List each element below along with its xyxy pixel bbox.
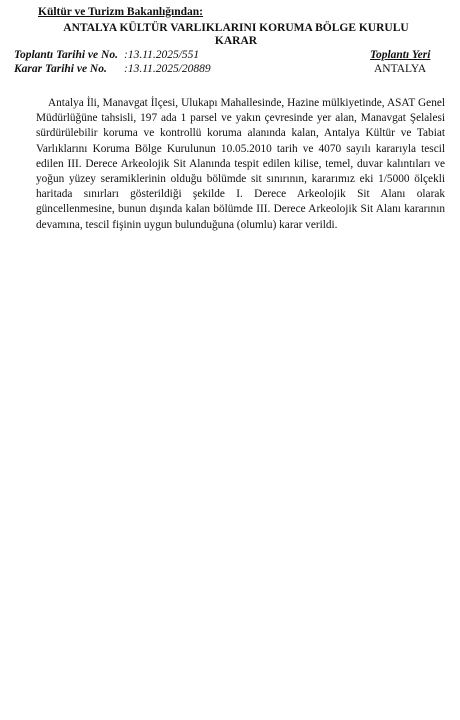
decision-date-label: Karar Tarihi ve No. [14,63,107,75]
decision-date-value: :13.11.2025/20889 [124,63,211,75]
document-type-title: KARAR [214,35,258,47]
decision-body-paragraph: Antalya İli, Manavgat İlçesi, Ulukapı Mahallesinde, Hazine mülkiyetinde, ASAT Genel Müdürlüğüne tahsisli, 197 ada 1 parsel ve yakın çevresinde yer alan, Manavgat Şelalesi sürdürülebilir koruma ve kontrollü koruma alanında kalan, Antalya Kültür ve Tabiat Varlıklarını Koruma Bölge Kurulunun 10.05.2010 tarih ve 4070 sayılı kararıyla tescil edilen III. Derece Arkeolojik Sit Alanında tespit edilen kilise, temel, duvar kalıntıları ve yoğun yüzey seramiklerinin olduğu bölümde sit sınırının, kararımız eki 1/5000 ölçekli haritada sınırları gösterildiği şekilde I. Derece Arkeolojik Sit Alanı olarak güncellenmesine, bunun dışında kalan bölümde III. Derece Arkeolojik Sit Alanı kararının devamına, tescil fişinin uygun bulunduğuna (olumlu) karar verildi. [36,97,445,231]
meeting-place-value: ANTALYA [374,63,427,75]
meeting-date-row [14,49,199,61]
meeting-date-value: :13.11.2025/551 [124,49,200,61]
ministry-heading: Kültür ve Turizm Bakanlığından: [38,6,203,18]
decision-date-row [14,63,211,75]
meeting-date-label: Toplantı Tarihi ve No. [14,49,118,61]
meeting-place-label: Toplantı Yeri [370,49,431,61]
board-title: ANTALYA KÜLTÜR VARLIKLARINI KORUMA BÖLGE KURULU [63,22,409,34]
